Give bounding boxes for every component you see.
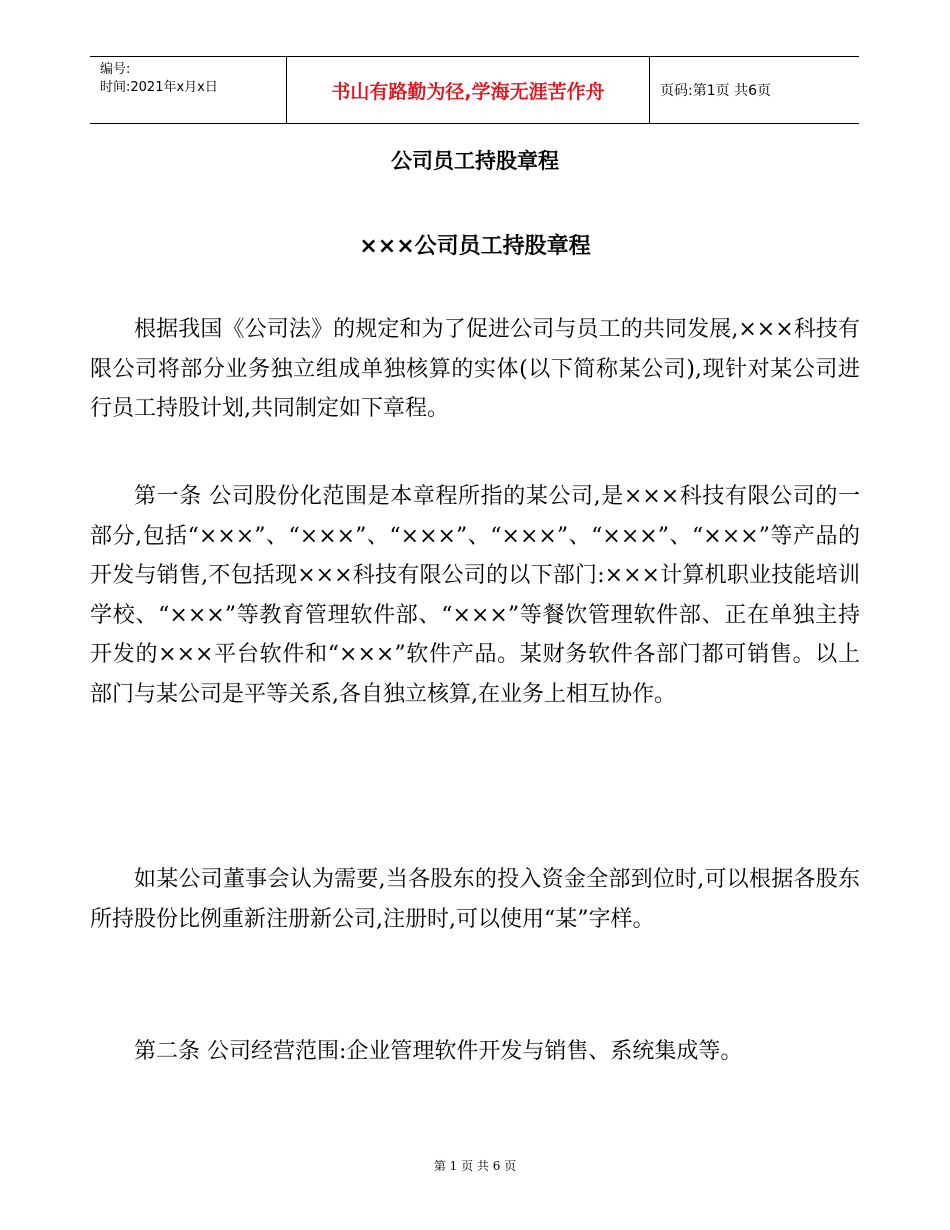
paragraph-article-1: 第一条 公司股份化范围是本章程所指的某公司,是×××科技有限公司的一部分,包括“×××”、“×××”、“×××”、“×××”、“×××”、“×××”等产品的开发与销售,不包括现×××科技有限公司的以下部门:×××计算机职业技能培训学校、“×××”等教育管理软件部、“×××”等餐饮管理软件部、正在单独主持开发的×××平台软件和“×××”软件产品。某财务软件各部门都可销售。以上部门与某公司是平等关系,各自独立核算,在业务上相互协作。: [90, 484, 860, 707]
document-number-label: 编号:: [100, 62, 131, 77]
document-subtitle: ×××公司员工持股章程: [359, 234, 591, 259]
document-title: 公司员工持股章程: [391, 149, 559, 173]
paragraph-article-1-supplement: 如某公司董事会认为需要,当各股东的投入资金全部到位时,可以根据各股东所持股份比例重新注册新公司,注册时,可以使用“某”字样。: [90, 867, 860, 932]
header-meta-cell: [90, 57, 287, 123]
paragraph-preamble: 根据我国《公司法》的规定和为了促进公司与员工的共同发展,×××科技有限公司将部分业务独立组成单独核算的实体(以下简称某公司),现针对某公司进行员工持股计划,共同制定如下章程。: [90, 317, 860, 421]
header-page-info: 页码:第1页 共6页: [660, 83, 771, 99]
page-header: [90, 56, 859, 124]
page-footer: 第 1 页 共 6 页: [433, 1159, 517, 1173]
document-time-label: 时间:2021年x月x日: [100, 80, 218, 95]
header-slogan: 书山有路勤为径,学海无涯苦作舟: [287, 57, 650, 123]
paragraph-article-2: 第二条 公司经营范围:企业管理软件开发与销售、系统集成等。: [134, 1039, 743, 1064]
